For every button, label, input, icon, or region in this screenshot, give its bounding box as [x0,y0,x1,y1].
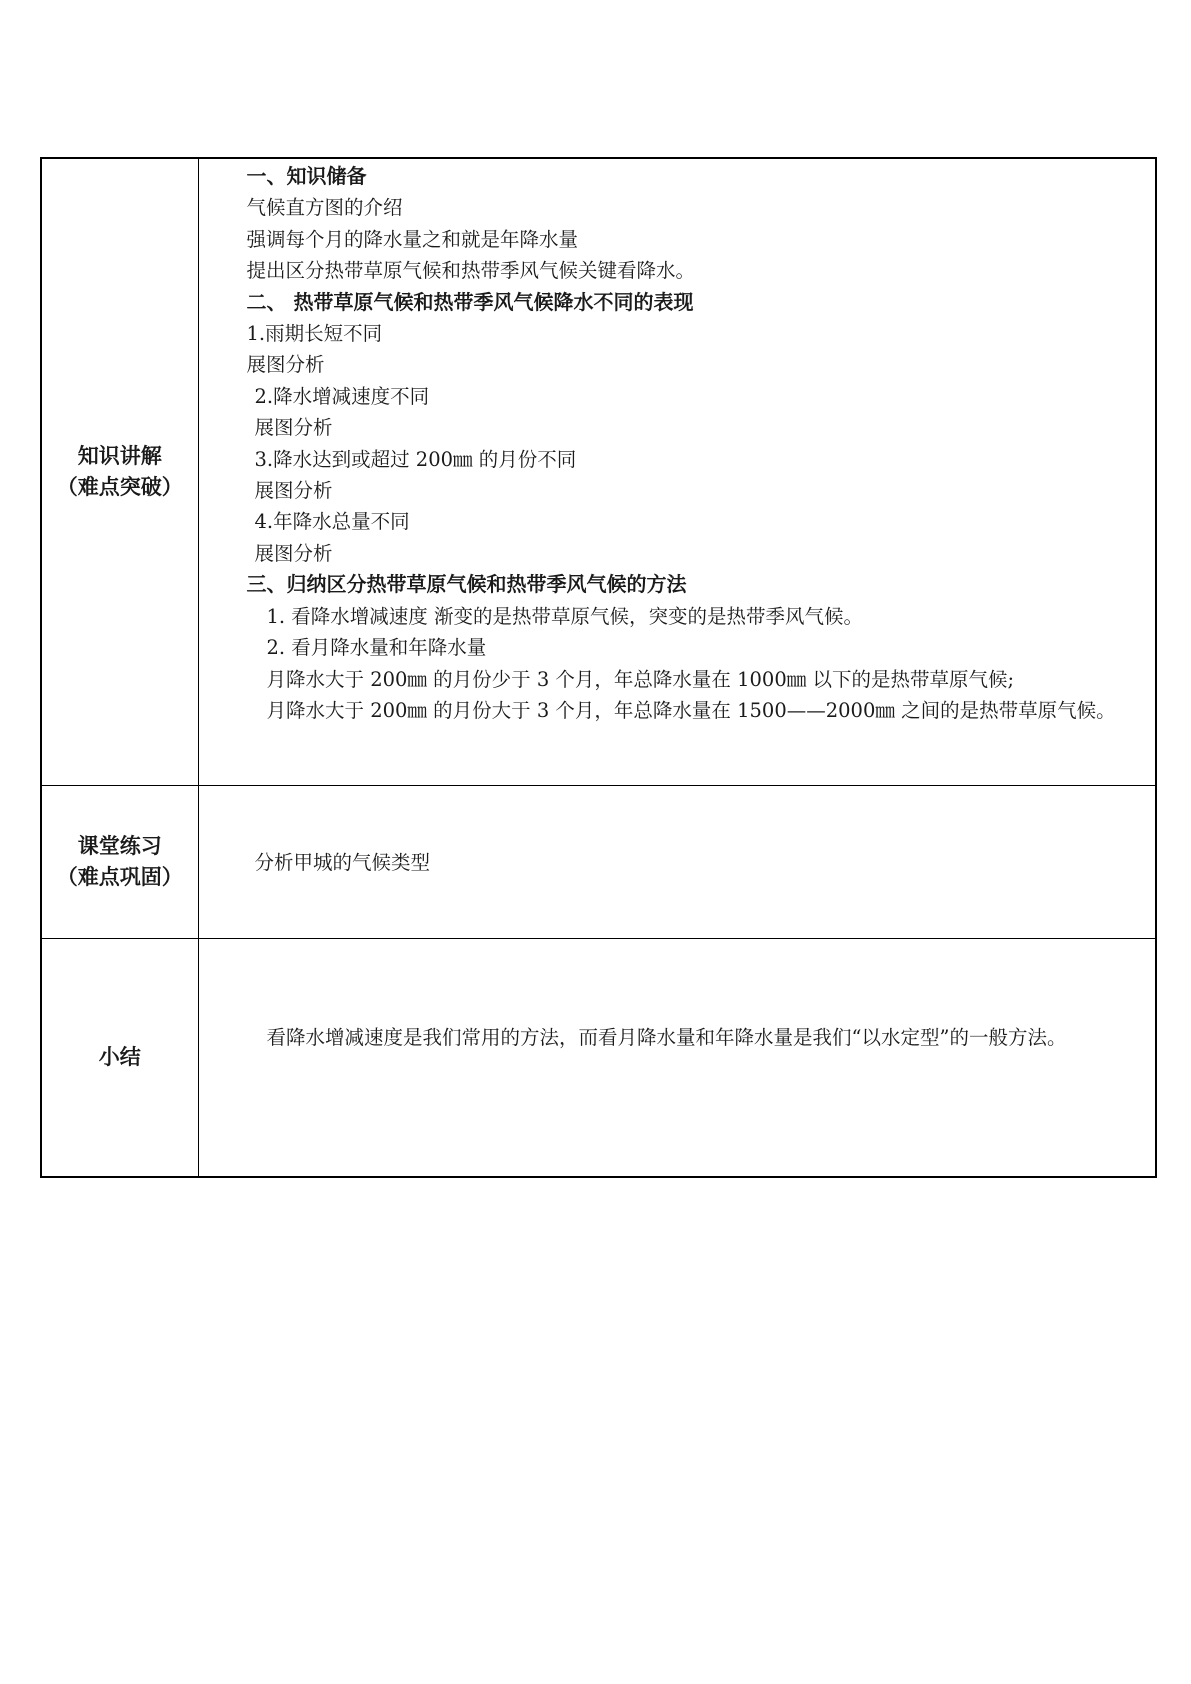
knowledge-label-line1: 知识讲解 [77,444,162,468]
section1-heading: 一、知识储备 [246,164,367,188]
lesson-plan-table [40,157,1157,1178]
practice-label-line2: （难点巩固） [56,865,183,889]
practice-label-cell [41,786,198,939]
summary-label-cell [41,939,198,1178]
practice-label [42,831,198,893]
section2-item-note: 展图分析 [246,353,325,377]
section1-line: 强调每个月的降水量之和就是年降水量 [246,227,579,251]
knowledge-content [199,159,1156,726]
knowledge-label [42,441,198,503]
summary-content-cell [198,939,1156,1178]
section3-item: 2. 看月降水量和年降水量 [266,636,487,660]
knowledge-row [41,158,1156,786]
section3-line: 月降水大于 200㎜ 的月份少于 3 个月，年总降水量在 1000㎜ 以下的是热带草原气候; [266,667,1015,691]
knowledge-content-cell [198,158,1156,786]
section1-line: 提出区分热带草原气候和热带季风气候关键看降水。 [246,259,696,283]
summary-row [41,939,1156,1178]
knowledge-label-line2: （难点突破） [56,475,183,499]
section2-item-note: 展图分析 [254,416,333,440]
section2-item: 1.雨期长短不同 [246,322,383,346]
section2-item: 3.降水达到或超过 200㎜ 的月份不同 [254,447,577,471]
summary-label: 小结 [98,1045,141,1069]
practice-label-line1: 课堂练习 [77,834,162,858]
section1-line: 气候直方图的介绍 [246,196,403,220]
section2-item-note: 展图分析 [254,541,333,565]
section2-item: 4.年降水总量不同 [254,510,410,534]
section3-heading: 三、归纳区分热带草原气候和热带季风气候的方法 [246,572,687,597]
section2-item-note: 展图分析 [254,479,333,503]
summary-text: 看降水增减速度是我们常用的方法，而看月降水量和年降水量是我们“以水定型”的一般方法。 [266,1026,1067,1049]
knowledge-label-cell [41,158,198,786]
section2-item: 2.降水增减速度不同 [254,384,430,408]
section3-line: 月降水大于 200㎜ 的月份大于 3 个月，年总降水量在 1500——2000㎜ 之间的是热带草原气候。 [266,698,1116,722]
practice-content-cell [198,786,1156,939]
practice-row [41,786,1156,939]
section2-heading: 二、 热带草原气候和热带季风气候降水不同的表现 [246,289,694,314]
practice-text: 分析甲城的气候类型 [254,850,431,874]
section3-item: 1. 看降水增减速度 渐变的是热带草原气候，突变的是热带季风气候。 [266,604,864,628]
